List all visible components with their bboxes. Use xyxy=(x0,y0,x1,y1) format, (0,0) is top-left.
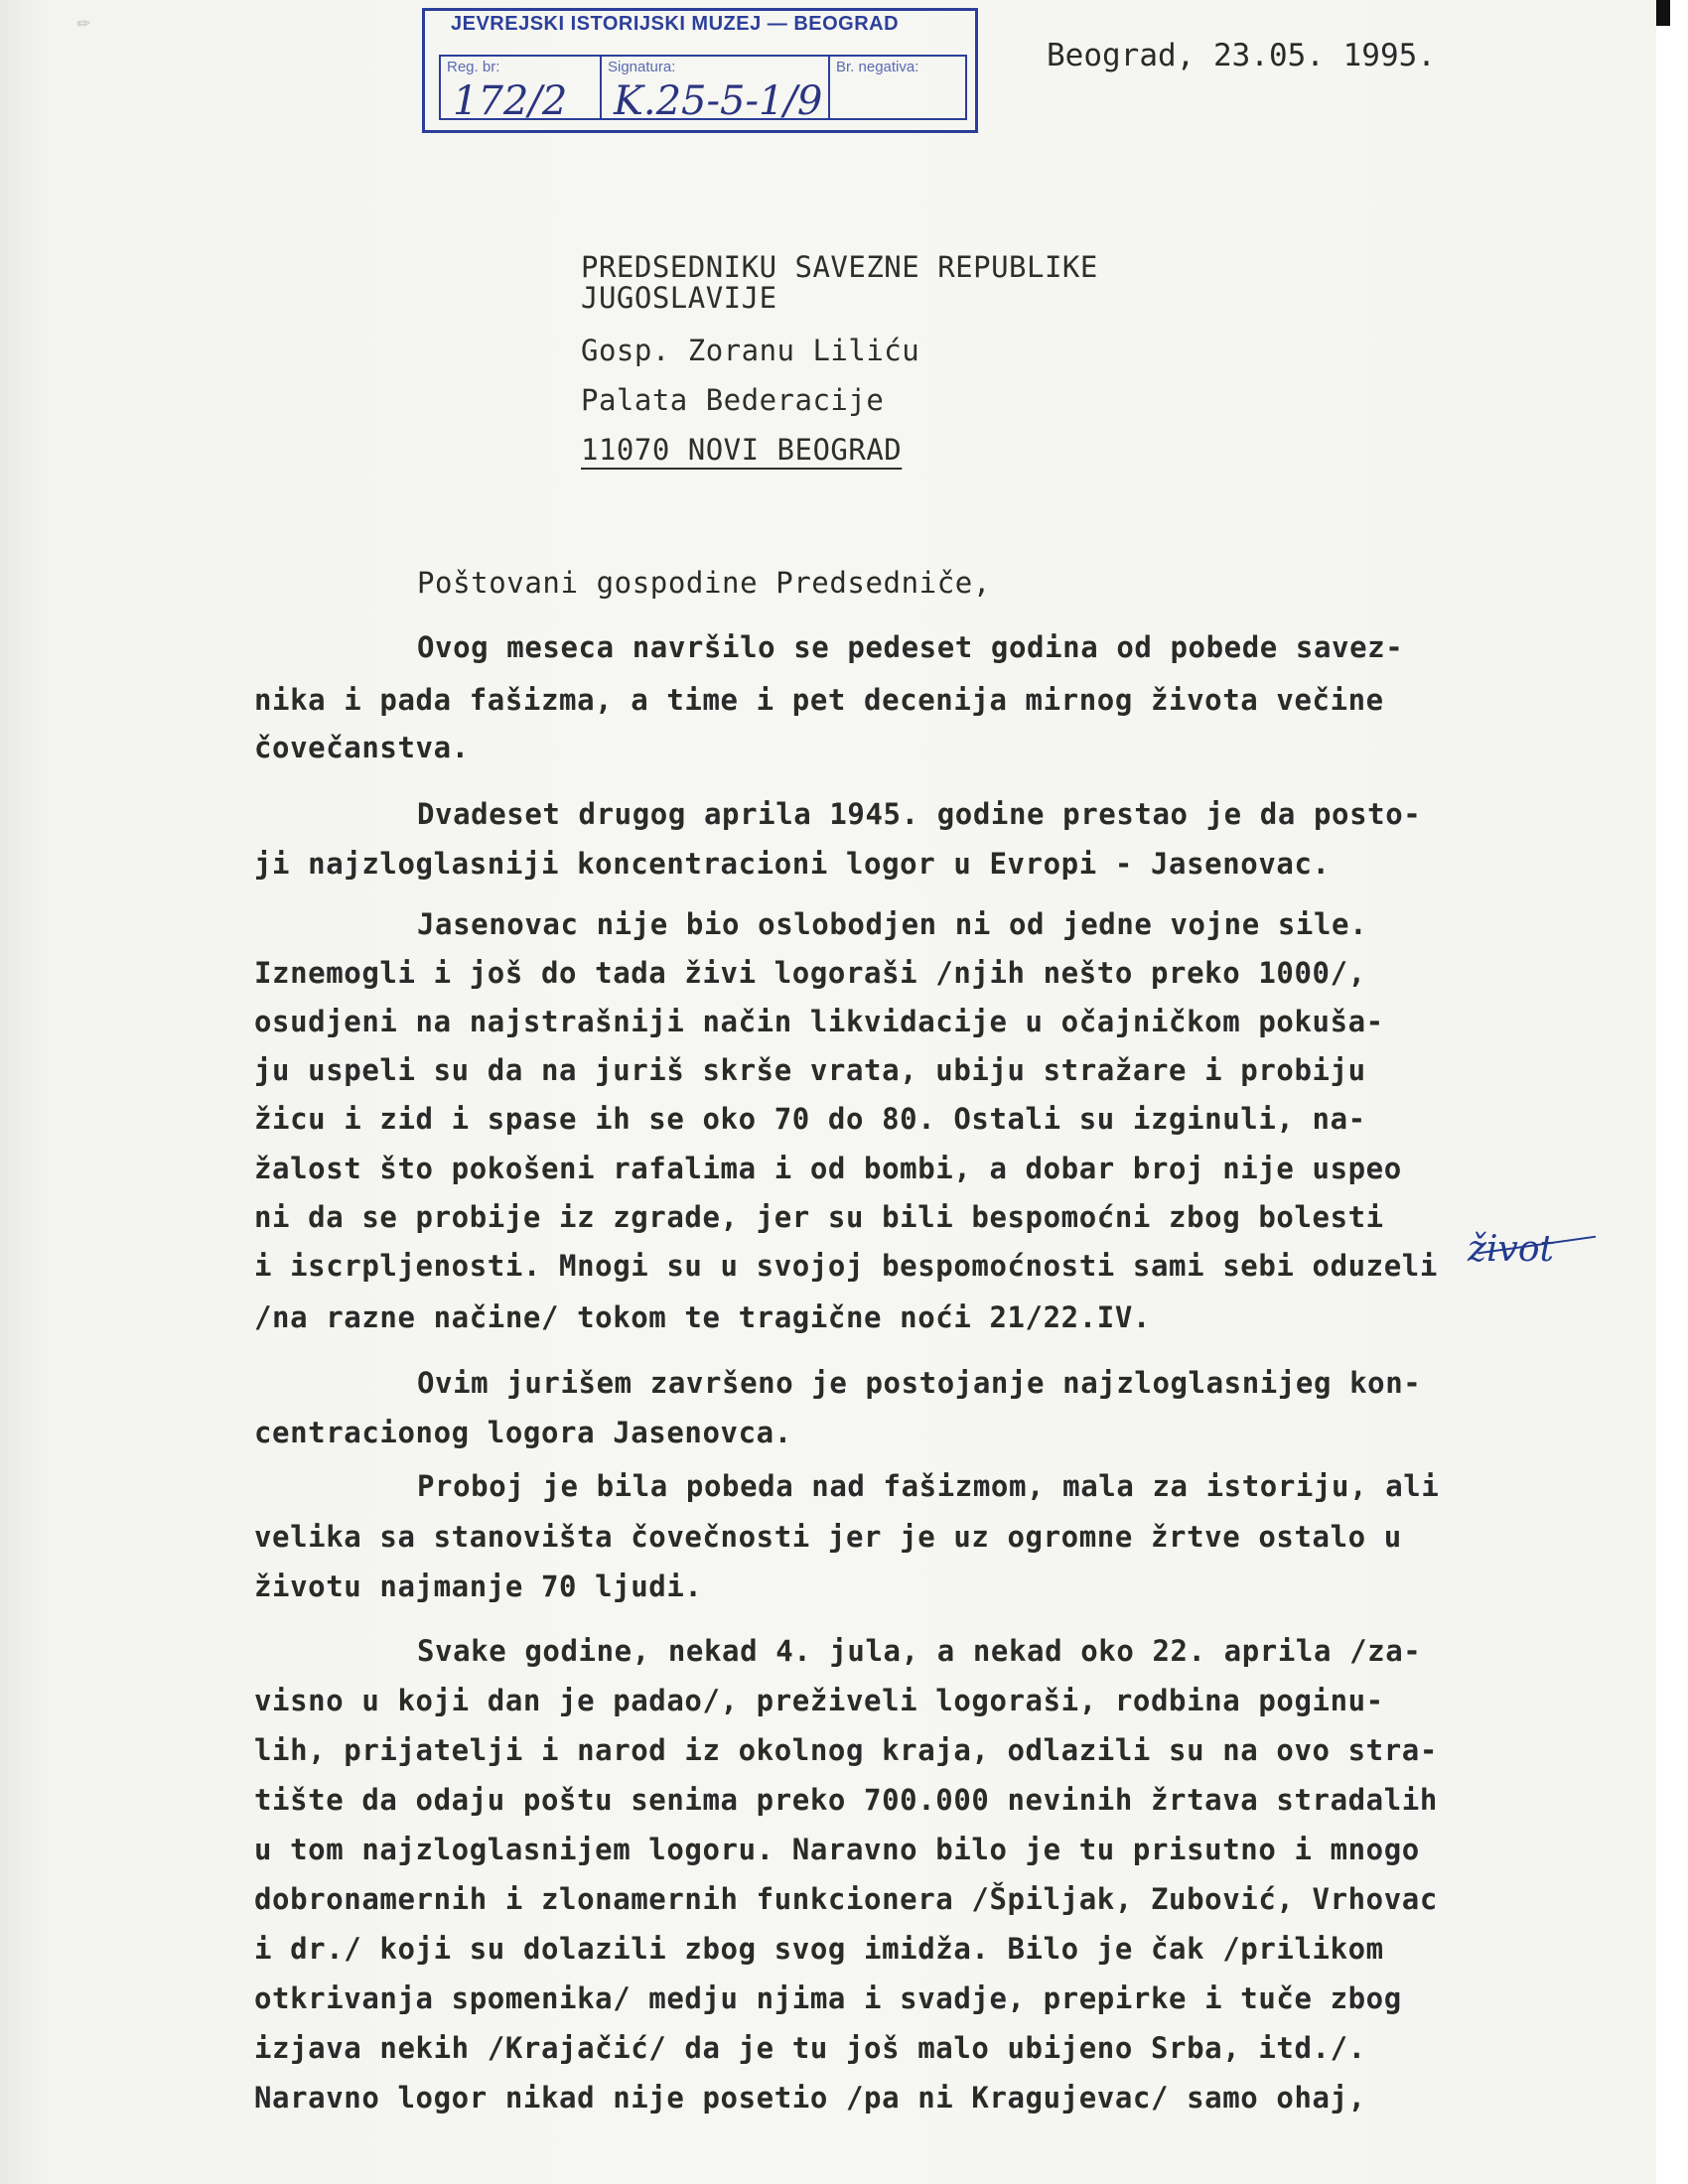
letter-date: Beograd, 23.05. 1995. xyxy=(1047,38,1436,73)
body-line: Svake godine, nekad 4. jula, a nekad oko 22. aprila /za- xyxy=(417,1634,1422,1668)
body-line: čovečanstva. xyxy=(254,731,470,764)
stamp-reg-value: 172/2 xyxy=(453,78,568,124)
body-line: otkrivanja spomenika/ medju njima i svadje, prepirke i tuče zbog xyxy=(254,1981,1402,2015)
stamp-title: JEVREJSKI ISTORIJSKI MUZEJ — BEOGRAD xyxy=(451,13,900,35)
stamp-signatura-label: Signatura: xyxy=(608,59,676,75)
body-line: žalost što pokošeni rafalima i od bombi, a dobar broj nije uspeo xyxy=(254,1152,1402,1185)
scan-edge xyxy=(1656,0,1688,2184)
body-line: životu najmanje 70 ljudi. xyxy=(254,1570,703,1603)
body-line: dobronamernih i zlonamernih funkcionera /Špiljak, Zubović, Vrhovac xyxy=(254,1882,1438,1916)
handwritten-note: život xyxy=(1468,1229,1554,1270)
archive-stamp xyxy=(422,8,978,133)
salutation: Poštovani gospodine Predsedniče, xyxy=(417,566,991,600)
body-line: ju uspeli su da na juriš skrše vrata, ubiju stražare i probiju xyxy=(254,1053,1366,1087)
body-line: ni da se probije iz zgrade, jer su bili bespomoćni zbog bolesti xyxy=(254,1200,1384,1234)
body-line: Jasenovac nije bio oslobodjen ni od jedne vojne sile. xyxy=(417,907,1368,941)
stamp-cells xyxy=(439,55,967,124)
scan-corner-shadow xyxy=(1656,0,1670,26)
address-line-4: Palata Bederacije xyxy=(581,383,885,417)
margin-mark: ✎ xyxy=(73,13,95,35)
body-line: Dvadeset drugog aprila 1945. godine prestao je da posto- xyxy=(417,797,1422,831)
stamp-cell-negativ xyxy=(828,55,967,120)
body-line: velika sa stanovišta čovečnosti jer je uz ogromne žrtve ostalo u xyxy=(254,1520,1402,1554)
body-line: i dr./ koji su dolazili zbog svog imidža. Bilo je čak /prilikom xyxy=(254,1932,1384,1966)
body-line: lih, prijatelji i narod iz okolnog kraja, odlazili su na ovo stra- xyxy=(254,1733,1438,1767)
body-line: i iscrpljenosti. Mnogi su u svojoj bespomoćnosti sami sebi oduzeli xyxy=(254,1249,1438,1283)
address-line-3: Gosp. Zoranu Liliću xyxy=(581,334,920,367)
body-line: Proboj je bila pobeda nad fašizmom, mala za istoriju, ali xyxy=(417,1469,1440,1503)
body-line: Ovim jurišem završeno je postojanje najzloglasnijeg kon- xyxy=(417,1366,1422,1400)
body-line: žicu i zid i spase ih se oko 70 do 80. Ostali su izginuli, na- xyxy=(254,1102,1366,1136)
body-line: izjava nekih /Krajačić/ da je tu još malo ubijeno Srba, itd./. xyxy=(254,2031,1366,2065)
address-line-5: 11070 NOVI BEOGRAD xyxy=(581,433,903,467)
body-line: visno u koji dan je padao/, preživeli logoraši, rodbina poginu- xyxy=(254,1684,1384,1717)
body-line: Naravno logor nikad nije posetio /pa ni Kragujevac/ samo ohaj, xyxy=(254,2081,1366,2115)
body-line: Ovog meseca navršilo se pedeset godina od pobede savez- xyxy=(417,630,1404,664)
stamp-reg-label: Reg. br: xyxy=(447,59,500,75)
body-line: Iznemogli i još do tada živi logoraši /njih nešto preko 1000/, xyxy=(254,956,1366,990)
body-line: /na razne načine/ tokom te tragične noći 21/22.IV. xyxy=(254,1300,1151,1334)
stamp-signatura-value: K.25-5-1/9 xyxy=(614,78,823,124)
stamp-negativ-label: Br. negativa: xyxy=(836,59,919,75)
body-line: u tom najzloglasnijem logoru. Naravno bilo je tu prisutno i mnogo xyxy=(254,1833,1420,1866)
body-line: tište da odaju poštu senima preko 700.000 nevinih žrtava stradalih xyxy=(254,1783,1438,1817)
body-line: nika i pada fašizma, a time i pet decenija mirnog života večine xyxy=(254,683,1384,717)
stamp-cell-reg xyxy=(439,55,600,124)
body-line: osudjeni na najstrašniji način likvidacije u očajničkom pokuša- xyxy=(254,1005,1384,1038)
body-line: ji najzloglasniji koncentracioni logor u Evropi - Jasenovac. xyxy=(254,847,1331,881)
address-line-2: JUGOSLAVIJE xyxy=(581,281,777,315)
body-line: centracionog logora Jasenovca. xyxy=(254,1416,792,1449)
address-line-1: PREDSEDNIKU SAVEZNE REPUBLIKE xyxy=(581,250,1098,284)
stamp-cell-signatura xyxy=(600,55,828,124)
